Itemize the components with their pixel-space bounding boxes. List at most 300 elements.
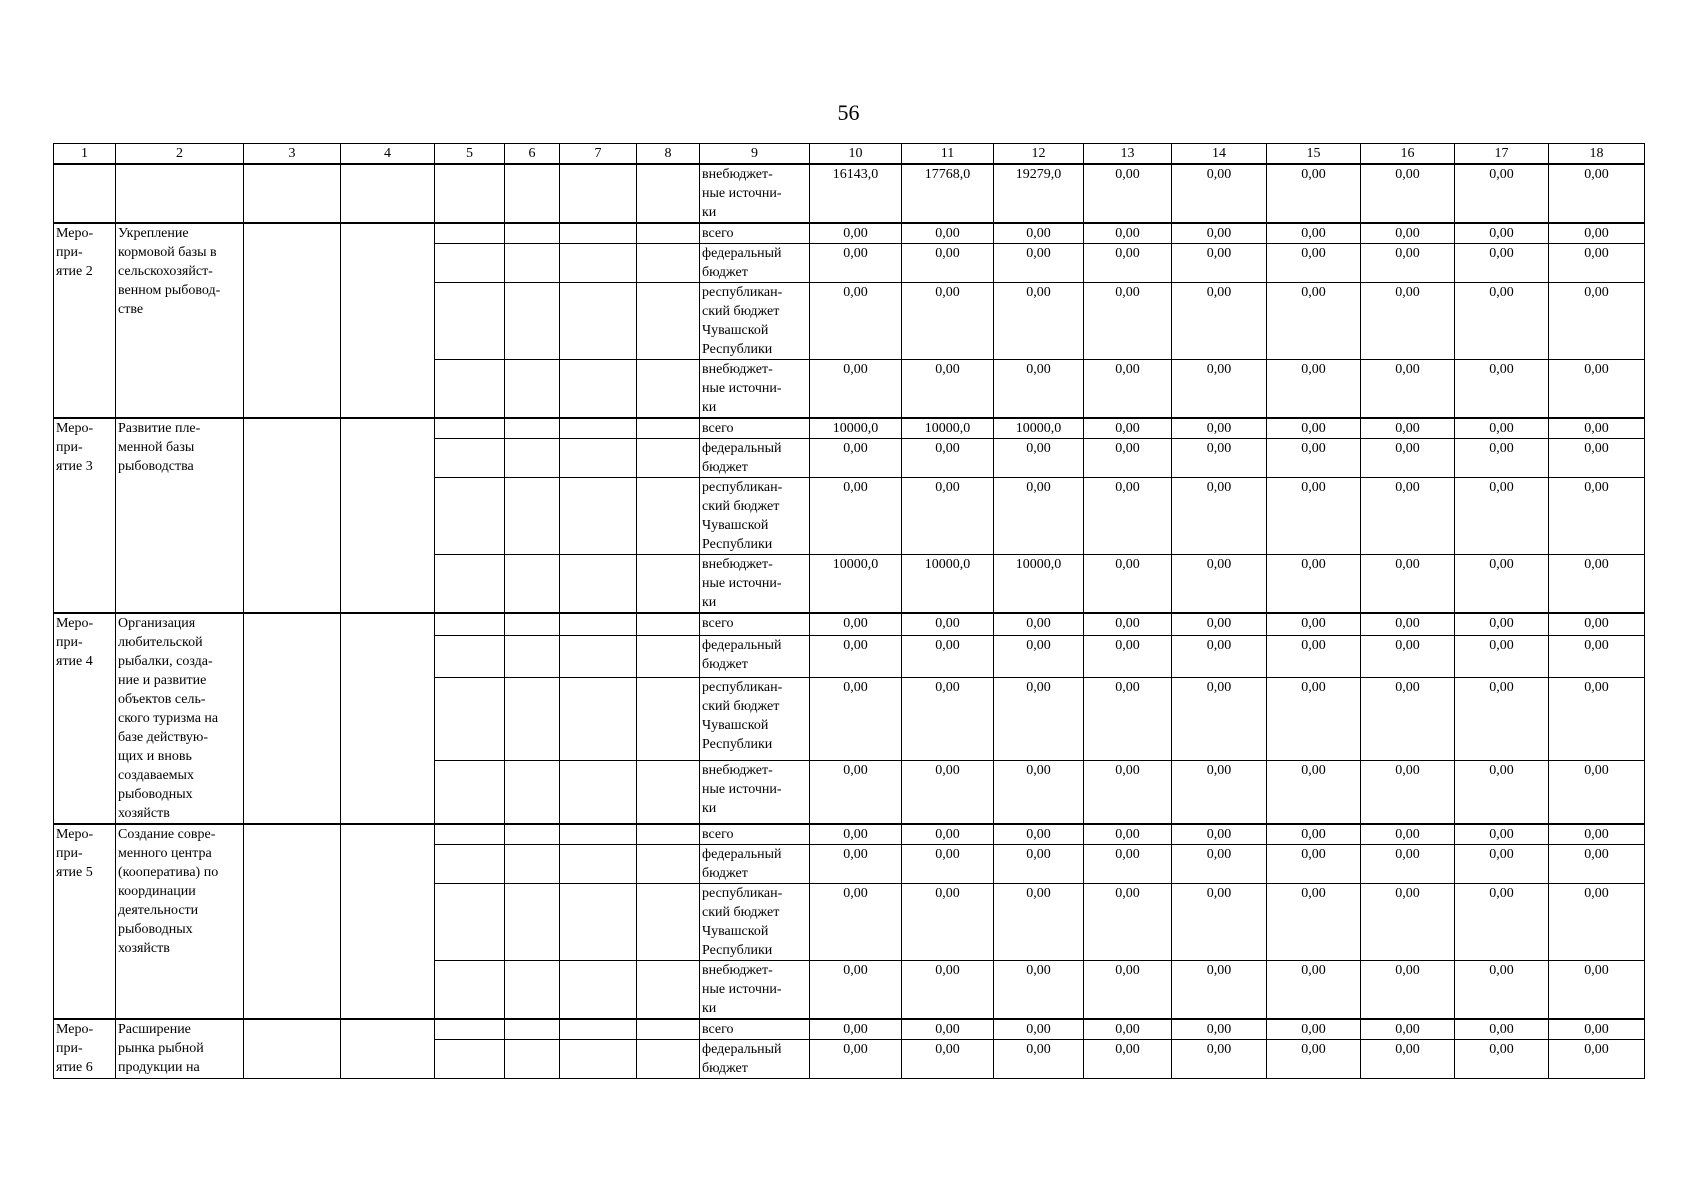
value-cell: 0,00 — [1172, 283, 1267, 360]
column-header: 10 — [810, 144, 902, 165]
value-cell: 0,00 — [810, 635, 902, 677]
value-cell: 0,00 — [1084, 360, 1172, 419]
measure-label: ятие 6 — [56, 1060, 93, 1075]
value-cell: 0,00 — [902, 635, 994, 677]
funding-source-cell — [700, 635, 810, 677]
value-cell: 0,00 — [810, 677, 902, 760]
empty-cell — [637, 613, 700, 635]
funding-source: внебюджет- — [702, 362, 773, 377]
value-cell: 0,00 — [1455, 223, 1549, 244]
value-cell: 0,00 — [1172, 884, 1267, 961]
value-cell: 10000,0 — [810, 555, 902, 614]
value-cell: 0,00 — [1084, 761, 1172, 824]
value-cell: 0,00 — [1361, 418, 1455, 439]
funding-source-cell — [700, 1040, 810, 1079]
empty-cell — [435, 761, 505, 824]
value-cell: 0,00 — [1549, 164, 1645, 223]
measure-name: Расширение — [118, 1022, 191, 1037]
funding-source: ский бюджет — [702, 304, 780, 319]
value-cell: 0,00 — [994, 244, 1084, 283]
empty-cell — [637, 845, 700, 884]
funding-source-cell — [700, 1019, 810, 1040]
value-cell: 0,00 — [994, 761, 1084, 824]
funding-source-cell — [700, 223, 810, 244]
funding-source: ные источни- — [702, 186, 782, 201]
value-cell: 0,00 — [1172, 555, 1267, 614]
empty-cell — [435, 164, 505, 223]
measure-name: рыбоводных — [118, 787, 193, 802]
funding-source: внебюджет- — [702, 763, 773, 779]
value-cell: 0,00 — [1267, 164, 1361, 223]
funding-source-cell — [700, 244, 810, 283]
empty-cell — [560, 761, 637, 824]
column-header: 11 — [902, 144, 994, 165]
value-cell: 0,00 — [994, 845, 1084, 884]
empty-cell — [560, 555, 637, 614]
column-header: 6 — [505, 144, 560, 165]
value-cell: 0,00 — [810, 360, 902, 419]
value-cell: 0,00 — [1455, 824, 1549, 845]
empty-cell — [637, 439, 700, 478]
empty-cell — [54, 164, 116, 223]
value-cell: 0,00 — [994, 613, 1084, 635]
column-header: 1 — [54, 144, 116, 165]
funding-source: Чувашской — [702, 323, 769, 338]
value-cell: 0,00 — [1084, 244, 1172, 283]
value-cell: 0,00 — [1549, 478, 1645, 555]
empty-cell — [560, 418, 637, 439]
value-cell: 0,00 — [1455, 283, 1549, 360]
funding-source: внебюджет- — [702, 557, 773, 572]
measure-name-cell — [116, 1019, 244, 1079]
measure-name: базе действую- — [118, 730, 208, 745]
column-header: 14 — [1172, 144, 1267, 165]
measure-name: хозяйств — [118, 941, 170, 956]
funding-source-cell — [700, 283, 810, 360]
value-cell: 16143,0 — [810, 164, 902, 223]
funding-source-cell — [700, 418, 810, 439]
empty-cell — [637, 418, 700, 439]
empty-cell — [435, 613, 505, 635]
empty-cell — [637, 1019, 700, 1040]
funding-source-cell — [700, 824, 810, 845]
measure-label: Меро- — [56, 421, 94, 436]
measure-label: ятие 2 — [56, 264, 93, 279]
page-number: 56 — [837, 100, 860, 125]
value-cell: 0,00 — [810, 244, 902, 283]
table-row — [54, 418, 1645, 439]
empty-cell — [505, 1019, 560, 1040]
empty-cell — [505, 635, 560, 677]
value-cell: 0,00 — [1455, 164, 1549, 223]
value-cell: 0,00 — [1172, 635, 1267, 677]
funding-source: всего — [702, 827, 734, 842]
measure-label-cell — [54, 418, 116, 613]
value-cell: 0,00 — [1084, 845, 1172, 884]
value-cell: 0,00 — [1549, 677, 1645, 760]
value-cell: 0,00 — [1549, 244, 1645, 283]
value-cell: 0,00 — [1549, 223, 1645, 244]
empty-cell — [244, 164, 341, 223]
funding-source: ский бюджет — [702, 905, 780, 920]
measure-name: менной базы — [118, 440, 195, 455]
value-cell: 0,00 — [1361, 1040, 1455, 1079]
measure-name: продукции на — [118, 1060, 200, 1075]
value-cell: 0,00 — [1084, 418, 1172, 439]
value-cell: 0,00 — [994, 884, 1084, 961]
value-cell: 0,00 — [1549, 761, 1645, 824]
value-cell: 0,00 — [810, 884, 902, 961]
value-cell: 0,00 — [1084, 884, 1172, 961]
measure-name: рыбалки, созда- — [118, 654, 213, 669]
empty-cell — [341, 1019, 435, 1079]
empty-cell — [435, 244, 505, 283]
measure-name: хозяйств — [118, 806, 170, 821]
value-cell: 0,00 — [902, 845, 994, 884]
funding-source: ский бюджет — [702, 698, 780, 714]
empty-cell — [637, 1040, 700, 1079]
funding-source: внебюджет- — [702, 963, 773, 978]
funding-source-cell — [700, 961, 810, 1020]
empty-cell — [505, 761, 560, 824]
funding-source: бюджет — [702, 656, 748, 672]
table-row — [54, 824, 1645, 845]
empty-cell — [244, 824, 341, 1019]
column-header: 3 — [244, 144, 341, 165]
value-cell: 0,00 — [1455, 418, 1549, 439]
value-cell: 0,00 — [994, 824, 1084, 845]
funding-source: всего — [702, 616, 734, 631]
value-cell: 0,00 — [994, 360, 1084, 419]
measure-name: ского туризма на — [118, 711, 219, 726]
value-cell: 0,00 — [1172, 418, 1267, 439]
measure-label: Меро- — [56, 226, 94, 241]
funding-source: федеральный — [702, 441, 782, 456]
value-cell: 17768,0 — [902, 164, 994, 223]
value-cell: 0,00 — [810, 223, 902, 244]
empty-cell — [637, 164, 700, 223]
empty-cell — [637, 824, 700, 845]
measure-label: при- — [56, 635, 83, 650]
value-cell: 0,00 — [1361, 555, 1455, 614]
empty-cell — [505, 845, 560, 884]
funding-source: республикан- — [702, 285, 783, 300]
value-cell: 0,00 — [1361, 613, 1455, 635]
empty-cell — [560, 164, 637, 223]
value-cell: 0,00 — [1084, 555, 1172, 614]
empty-cell — [341, 418, 435, 613]
value-cell: 0,00 — [1172, 1040, 1267, 1079]
measure-name: Организация — [118, 616, 196, 631]
measure-name: кормовой базы в — [118, 245, 217, 260]
empty-cell — [244, 613, 341, 824]
empty-cell — [505, 164, 560, 223]
empty-cell — [637, 283, 700, 360]
value-cell: 0,00 — [1455, 677, 1549, 760]
value-cell: 0,00 — [1267, 360, 1361, 419]
value-cell: 0,00 — [1455, 244, 1549, 283]
value-cell: 0,00 — [1267, 478, 1361, 555]
value-cell: 0,00 — [1172, 824, 1267, 845]
value-cell: 0,00 — [1084, 223, 1172, 244]
value-cell: 0,00 — [1084, 613, 1172, 635]
value-cell: 0,00 — [1267, 884, 1361, 961]
value-cell: 10000,0 — [810, 418, 902, 439]
column-header: 12 — [994, 144, 1084, 165]
funding-source: Чувашской — [702, 717, 769, 733]
value-cell: 0,00 — [1267, 439, 1361, 478]
column-header: 17 — [1455, 144, 1549, 165]
value-cell: 0,00 — [1455, 884, 1549, 961]
funding-source: ки — [702, 205, 717, 220]
empty-cell — [435, 555, 505, 614]
value-cell: 0,00 — [1549, 961, 1645, 1020]
empty-cell — [560, 360, 637, 419]
column-header: 7 — [560, 144, 637, 165]
empty-cell — [637, 555, 700, 614]
empty-cell — [435, 478, 505, 555]
empty-cell — [435, 1040, 505, 1079]
funding-source: всего — [702, 226, 734, 241]
funding-source-cell — [700, 677, 810, 760]
value-cell: 0,00 — [902, 677, 994, 760]
value-cell: 0,00 — [994, 677, 1084, 760]
table-body — [54, 164, 1645, 1079]
value-cell: 10000,0 — [902, 555, 994, 614]
funding-source: республикан- — [702, 679, 783, 695]
value-cell: 0,00 — [1267, 677, 1361, 760]
measure-name: Укрепление — [118, 226, 189, 241]
measure-name: объектов сель- — [118, 692, 206, 707]
value-cell: 0,00 — [994, 223, 1084, 244]
measure-name: стве — [118, 302, 144, 317]
value-cell: 0,00 — [1361, 824, 1455, 845]
empty-cell — [505, 244, 560, 283]
value-cell: 0,00 — [1084, 283, 1172, 360]
value-cell: 19279,0 — [994, 164, 1084, 223]
value-cell: 0,00 — [810, 283, 902, 360]
value-cell: 0,00 — [994, 478, 1084, 555]
funding-source: федеральный — [702, 847, 782, 862]
funding-source-cell — [700, 761, 810, 824]
measure-name: деятельности — [118, 903, 199, 918]
empty-cell — [244, 418, 341, 613]
funding-source: ки — [702, 400, 717, 415]
empty-cell — [435, 439, 505, 478]
value-cell: 0,00 — [1084, 478, 1172, 555]
value-cell: 0,00 — [1455, 1019, 1549, 1040]
empty-cell — [637, 761, 700, 824]
value-cell: 0,00 — [810, 961, 902, 1020]
value-cell: 0,00 — [1361, 677, 1455, 760]
empty-cell — [341, 613, 435, 824]
empty-cell — [505, 884, 560, 961]
empty-cell — [505, 961, 560, 1020]
value-cell: 0,00 — [902, 961, 994, 1020]
value-cell: 0,00 — [1267, 824, 1361, 845]
value-cell: 0,00 — [1549, 439, 1645, 478]
measure-label: ятие 4 — [56, 654, 93, 669]
value-cell: 0,00 — [810, 1040, 902, 1079]
value-cell: 0,00 — [1455, 555, 1549, 614]
funding-source: бюджет — [702, 866, 748, 881]
funding-source: всего — [702, 1022, 734, 1037]
value-cell: 0,00 — [902, 1019, 994, 1040]
value-cell: 0,00 — [1361, 635, 1455, 677]
value-cell: 0,00 — [1455, 635, 1549, 677]
value-cell: 0,00 — [1084, 677, 1172, 760]
value-cell: 0,00 — [1267, 961, 1361, 1020]
value-cell: 0,00 — [1361, 1019, 1455, 1040]
value-cell: 10000,0 — [902, 418, 994, 439]
column-header: 15 — [1267, 144, 1361, 165]
empty-cell — [637, 223, 700, 244]
measure-label-cell — [54, 223, 116, 418]
empty-cell — [560, 478, 637, 555]
value-cell: 0,00 — [1455, 1040, 1549, 1079]
value-cell: 0,00 — [1172, 244, 1267, 283]
value-cell: 0,00 — [1267, 761, 1361, 824]
column-header: 5 — [435, 144, 505, 165]
funding-source-cell — [700, 360, 810, 419]
value-cell: 0,00 — [1172, 961, 1267, 1020]
empty-cell — [560, 884, 637, 961]
empty-cell — [435, 283, 505, 360]
value-cell: 0,00 — [1549, 360, 1645, 419]
measure-label-cell — [54, 824, 116, 1019]
value-cell: 0,00 — [1361, 961, 1455, 1020]
value-cell: 0,00 — [1172, 360, 1267, 419]
value-cell: 0,00 — [1172, 164, 1267, 223]
value-cell: 0,00 — [1549, 824, 1645, 845]
empty-cell — [505, 418, 560, 439]
empty-cell — [560, 845, 637, 884]
value-cell: 0,00 — [1267, 223, 1361, 244]
value-cell: 0,00 — [1267, 244, 1361, 283]
value-cell: 0,00 — [1361, 884, 1455, 961]
funding-source: Республики — [702, 736, 773, 752]
empty-cell — [560, 824, 637, 845]
value-cell: 0,00 — [1455, 478, 1549, 555]
measure-name: менного центра — [118, 846, 212, 861]
value-cell: 0,00 — [1361, 360, 1455, 419]
empty-cell — [560, 223, 637, 244]
empty-cell — [637, 884, 700, 961]
value-cell: 0,00 — [902, 360, 994, 419]
empty-cell — [435, 845, 505, 884]
value-cell: 0,00 — [1455, 845, 1549, 884]
empty-cell — [341, 824, 435, 1019]
value-cell: 0,00 — [902, 478, 994, 555]
empty-cell — [560, 439, 637, 478]
value-cell: 0,00 — [902, 1040, 994, 1079]
funding-source-cell — [700, 884, 810, 961]
empty-cell — [637, 961, 700, 1020]
value-cell: 0,00 — [1455, 761, 1549, 824]
funding-source-cell — [700, 555, 810, 614]
funding-source: бюджет — [702, 460, 748, 475]
value-cell: 0,00 — [1267, 1040, 1361, 1079]
value-cell: 0,00 — [810, 613, 902, 635]
value-cell: 0,00 — [1455, 439, 1549, 478]
column-header: 2 — [116, 144, 244, 165]
funding-source-cell — [700, 164, 810, 223]
empty-cell — [560, 961, 637, 1020]
funding-source: республикан- — [702, 480, 783, 495]
value-cell: 0,00 — [1172, 761, 1267, 824]
value-cell: 0,00 — [1084, 635, 1172, 677]
empty-cell — [505, 223, 560, 244]
measure-label: при- — [56, 245, 83, 260]
value-cell: 0,00 — [902, 244, 994, 283]
measure-name: (кооператива) по — [118, 865, 219, 880]
value-cell: 0,00 — [902, 223, 994, 244]
value-cell: 0,00 — [810, 824, 902, 845]
funding-source: Чувашской — [702, 924, 769, 939]
measure-name: щих и вновь — [118, 749, 192, 764]
empty-cell — [560, 635, 637, 677]
measure-name-cell — [116, 613, 244, 824]
empty-cell — [637, 244, 700, 283]
measure-label: Меро- — [56, 616, 94, 631]
measure-name: любительской — [118, 635, 203, 650]
funding-source-cell — [700, 613, 810, 635]
value-cell: 0,00 — [1172, 677, 1267, 760]
value-cell: 0,00 — [1172, 439, 1267, 478]
measure-name: создаваемых — [118, 768, 194, 783]
empty-cell — [435, 677, 505, 760]
value-cell: 0,00 — [1172, 223, 1267, 244]
value-cell: 0,00 — [1455, 961, 1549, 1020]
measure-name: Развитие пле- — [118, 421, 201, 436]
empty-cell — [435, 223, 505, 244]
measure-label: Меро- — [56, 1022, 94, 1037]
value-cell: 0,00 — [902, 439, 994, 478]
value-cell: 0,00 — [1172, 1019, 1267, 1040]
value-cell: 0,00 — [1549, 613, 1645, 635]
value-cell: 0,00 — [1455, 360, 1549, 419]
value-cell: 0,00 — [1361, 164, 1455, 223]
empty-cell — [560, 1040, 637, 1079]
empty-cell — [244, 1019, 341, 1079]
value-cell: 0,00 — [1549, 418, 1645, 439]
value-cell: 0,00 — [1267, 613, 1361, 635]
table-row — [54, 164, 1645, 223]
empty-cell — [505, 677, 560, 760]
value-cell: 0,00 — [1361, 223, 1455, 244]
measure-label: Меро- — [56, 827, 94, 842]
empty-cell — [560, 613, 637, 635]
measure-name: венном рыбовод- — [118, 283, 221, 298]
value-cell: 0,00 — [1084, 961, 1172, 1020]
value-cell: 0,00 — [1549, 283, 1645, 360]
value-cell: 0,00 — [902, 884, 994, 961]
funding-source: Республики — [702, 342, 773, 357]
funding-source: республикан- — [702, 886, 783, 901]
funding-source: ные источни- — [702, 982, 782, 997]
empty-cell — [560, 1019, 637, 1040]
funding-source-cell — [700, 478, 810, 555]
empty-cell — [341, 223, 435, 418]
empty-cell — [435, 1019, 505, 1040]
measure-label-cell — [54, 613, 116, 824]
measure-name-cell — [116, 223, 244, 418]
value-cell: 0,00 — [1172, 613, 1267, 635]
funding-source: ные источни- — [702, 381, 782, 396]
measure-label: при- — [56, 1041, 83, 1056]
empty-cell — [116, 164, 244, 223]
funding-source: внебюджет- — [702, 167, 773, 182]
